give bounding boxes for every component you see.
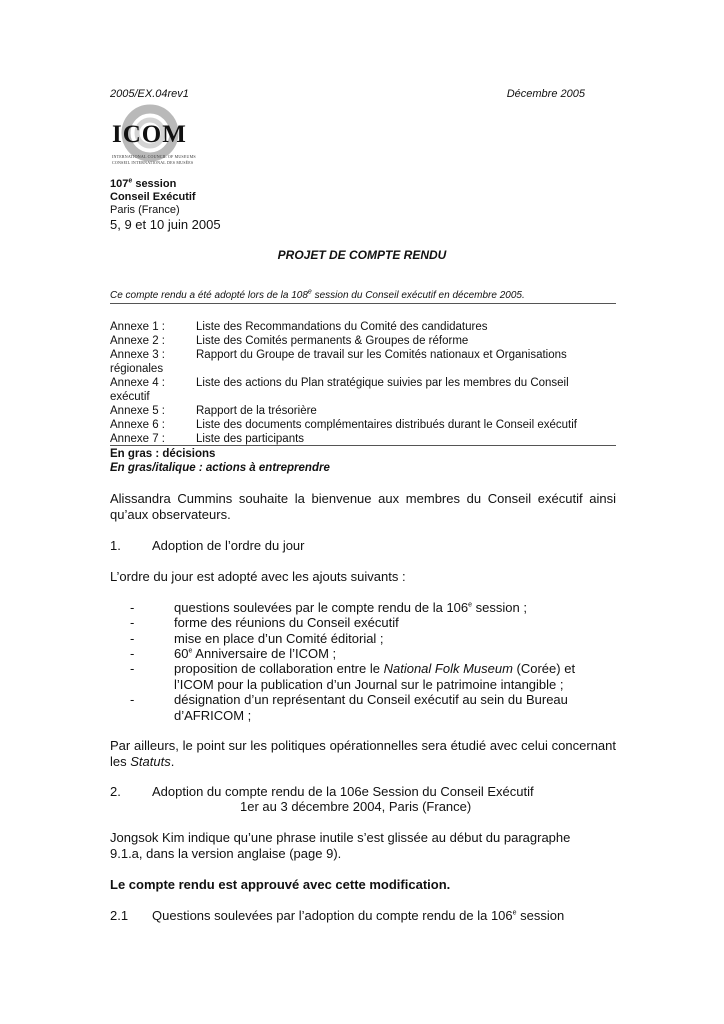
adoption-note-before: Ce compte rendu a été adopté lors de la 108 bbox=[110, 290, 308, 301]
annex-text: Liste des participants bbox=[196, 433, 305, 445]
annex-item bbox=[110, 376, 616, 390]
session-body: Conseil Exécutif bbox=[110, 191, 196, 203]
document-title bbox=[0, 248, 724, 262]
bullet-4-after: Anniversaire de l’ICOM ; bbox=[192, 646, 337, 661]
annex-key: Annexe 2 : bbox=[110, 335, 165, 347]
bullet-dash: - bbox=[130, 646, 135, 661]
annex-text: Rapport du Groupe de travail sur les Comités nationaux et Organisations bbox=[196, 349, 567, 361]
icom-logo bbox=[108, 100, 208, 170]
divider-top bbox=[110, 303, 616, 304]
session-word: session bbox=[132, 178, 177, 190]
policies-after: . bbox=[170, 754, 175, 769]
section-2-1-title-after: session bbox=[516, 908, 565, 923]
bullet-item-1 bbox=[174, 600, 616, 616]
session-number bbox=[110, 178, 176, 191]
bullet-5-italic: National Folk Museum bbox=[383, 661, 513, 676]
bullet-item-3: mise en place d’un Comité éditorial ; bbox=[174, 631, 384, 646]
bullet-1-sup: e bbox=[468, 601, 473, 609]
document-title-text: PROJET DE COMPTE RENDU bbox=[277, 248, 447, 262]
policies-italic: Statuts bbox=[130, 754, 171, 769]
section-2-1-number: 2.1 bbox=[110, 908, 129, 923]
bullet-dash: - bbox=[130, 631, 135, 646]
adoption-note-sup: e bbox=[307, 288, 312, 296]
annex-key: Annexe 4 : bbox=[110, 377, 165, 389]
annex-item bbox=[110, 320, 616, 334]
policies-before: Par ailleurs, le point sur les politiques opérationnelles sera étudié avec celui concernant les bbox=[110, 738, 616, 769]
bullet-1-after: session ; bbox=[472, 600, 527, 615]
section-2-title: Adoption du compte rendu de la 106e Session du Conseil Exécutif bbox=[152, 784, 534, 799]
annex-continuation: régionales bbox=[110, 363, 164, 375]
bullet-5-before: proposition de collaboration entre le bbox=[174, 661, 384, 676]
annex-continuation: exécutif bbox=[110, 391, 150, 403]
annex-key: Annexe 6 : bbox=[110, 419, 165, 431]
annex-list bbox=[110, 320, 616, 446]
bullet-4-before: 60 bbox=[174, 646, 189, 661]
welcome-paragraph: Alissandra Cummins souhaite la bienvenue aux membres du Conseil exécutif ainsi qu’aux observateurs. bbox=[110, 491, 616, 522]
session-dates: 5, 9 et 10 juin 2005 bbox=[110, 217, 221, 232]
section-2-number: 2. bbox=[110, 784, 121, 799]
bullet-1-before: questions soulevées par le compte rendu de la 106 bbox=[174, 600, 469, 615]
divider-bottom bbox=[110, 445, 616, 446]
section-2-1-title-before: Questions soulevées par l’adoption du compte rendu de la 106 bbox=[152, 908, 513, 923]
annex-item bbox=[110, 334, 616, 348]
adoption-note bbox=[110, 290, 525, 301]
adoption-note-after: session du Conseil exécutif en décembre 2005. bbox=[311, 290, 525, 301]
bullet-4-sup: e bbox=[188, 647, 193, 655]
annex-item bbox=[110, 348, 616, 362]
policies-paragraph bbox=[110, 738, 616, 770]
bullet-dash: - bbox=[130, 692, 135, 707]
annex-item bbox=[110, 432, 616, 446]
jongsok-paragraph: Jongsok Kim indique qu’une phrase inutile s’est glissée au début du paragraphe 9.1.a, dans la version anglaise (page 9). bbox=[110, 830, 571, 861]
annex-key: Annexe 3 : bbox=[110, 349, 165, 361]
session-place: Paris (France) bbox=[110, 204, 180, 216]
bullet-item-5 bbox=[174, 661, 616, 693]
legend-bold: En gras : décisions bbox=[110, 448, 216, 460]
bullet-dash: - bbox=[130, 600, 135, 615]
annex-key: Annexe 7 : bbox=[110, 433, 165, 445]
annex-text: Liste des Recommandations du Comité des candidatures bbox=[196, 321, 488, 333]
annex-text: Liste des documents complémentaires distribués durant le Conseil exécutif bbox=[196, 419, 577, 431]
logo-wordmark: ICOM bbox=[112, 121, 187, 148]
section-2-1-title bbox=[152, 908, 564, 923]
bullet-5-after: (Corée) et l’ICOM pour la publication d’un Journal sur le patrimoine intangible ; bbox=[174, 661, 576, 692]
bullet-item-2: forme des réunions du Conseil exécutif bbox=[174, 615, 399, 630]
section-1-number: 1. bbox=[110, 538, 121, 553]
section-2-1-title-sup: e bbox=[512, 909, 517, 917]
annex-item bbox=[110, 404, 616, 418]
annex-key: Annexe 1 : bbox=[110, 321, 165, 333]
annex-text: Liste des Comités permanents & Groupes de réforme bbox=[196, 335, 469, 347]
section-1-title: Adoption de l’ordre du jour bbox=[152, 538, 305, 553]
bullet-dash: - bbox=[130, 615, 135, 630]
bullet-item-4 bbox=[174, 646, 616, 662]
section-2-subtitle: 1er au 3 décembre 2004, Paris (France) bbox=[240, 799, 472, 814]
document-reference: 2005/EX.04rev1 bbox=[110, 88, 189, 100]
approval-statement: Le compte rendu est approuvé avec cette modification. bbox=[110, 877, 451, 892]
document-date: Décembre 2005 bbox=[506, 88, 585, 100]
annex-text: Rapport de la trésorière bbox=[196, 405, 317, 417]
annex-item bbox=[110, 418, 616, 432]
annex-text: Liste des actions du Plan stratégique suivies par les membres du Conseil bbox=[196, 377, 569, 389]
bullet-item-6: désignation d’un représentant du Conseil exécutif au sein du Bureau d’AFRICOM ; bbox=[174, 692, 568, 723]
session-number-sup: e bbox=[128, 177, 133, 185]
agenda-intro: L’ordre du jour est adopté avec les ajouts suivants : bbox=[110, 569, 406, 584]
logo-line-1: INTERNATIONAL COUNCIL OF MUSEUMS bbox=[112, 154, 196, 159]
session-number-value: 107 bbox=[110, 178, 129, 190]
bullet-dash: - bbox=[130, 661, 135, 676]
legend-bold-italic: En gras/italique : actions à entreprendre bbox=[110, 462, 330, 474]
annex-key: Annexe 5 : bbox=[110, 405, 165, 417]
logo-line-2: CONSEIL INTERNATIONAL DES MUSÉES bbox=[112, 160, 194, 165]
